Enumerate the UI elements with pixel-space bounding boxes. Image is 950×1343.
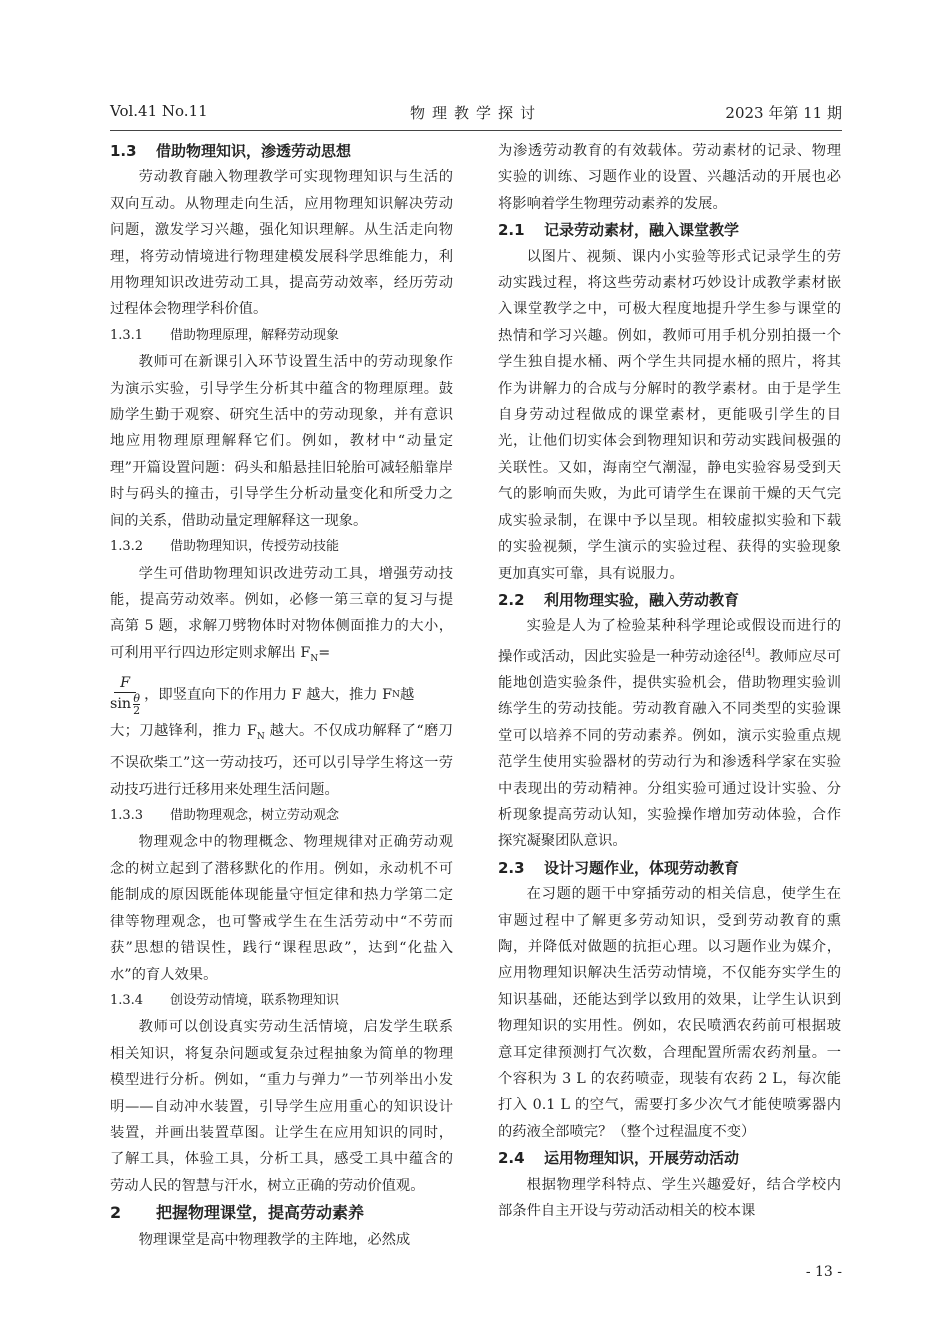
paragraph: 在习题的题干中穿插劳动的相关信息，使学生在审题过程中了解更多劳动知识，受到劳动教育的熏陶，并降低对做题的抗拒心理。以习题作业为媒介，应用物理知识解决生活劳动情境，不仅能夯实学生的知识基础，还能达到学以致用的效果，让学生认识到物理知识的实用性。例如，农民喷洒农药前可根据玻意耳定律预测打气次数，合理配置所需农药剂量。一个容积为 3 L 的农药喷壶，现装有农药 2 L，每次能打入 0.1 L 的空气，需要打多少次气才能使喷雾器内的药液全部喷完？（整个过程温度不变） [498,886,841,1140]
paragraph: 学生可借助物理知识改进劳动工具，增强劳动技能，提高劳动效率。例如，必修一第三章的复习与提高第 5 题，求解刀劈物体时对物体侧面推力的大小，可利用平行四边形定则求解出 $F_N=$ [110,565,453,664]
paragraph: 物理课堂是高中物理教学的主阵地，必然成 [138,1232,411,1249]
paragraph: 大；刀越锋利，推力 $F_N$ 越大。不仅成功解释了“磨刀不误砍柴工”这一劳动技巧，还可以引导学生将这一劳动技巧进行迁移用来处理生活问题。 [110,722,453,798]
section-heading-1-3: 1.3 借助物理知识，渗透劳动思想 [110,142,352,160]
volume-issue: Vol.41 No.11 [110,102,208,120]
paragraph: 实验是人为了检验某种科学理论或假设而进行的操作或活动，因此实验是一种劳动途径[4]。教师应尽可能地创造实验条件，提供实验机会，借助物理实验训练学生的劳动技能。劳动教育融入不同类型的实验课堂可以培养不同的劳动素养。例如，演示实验重点规范学生使用实验器材的劳动行为和渗透科学家在实验中表现出的劳动精神。分组实验可通过设计实验、分析现象提高劳动认知，实验操作增加劳动体验，合作探究凝聚团队意识。 [498,618,842,850]
section-heading-2-4: 2.4 运用物理知识，开展劳动活动 [498,1149,740,1168]
year-issue: 2023 年第 11 期 [725,104,842,122]
fraction: F sin θ 2 [110,674,141,717]
section-heading-2-1: 2.1 记录劳动素材，融入课堂教学 [498,221,740,240]
page-number: - 13 - [805,1264,842,1280]
subsection-heading-1-3-3: 1.3.3 借助物理观念，树立劳动观念 [110,808,340,824]
subsection-heading-1-3-1: 1.3.1 借助物理原理，解释劳动现象 [110,327,340,343]
formula-line: F sin θ 2 ，即竖直向下的作用力 F 越大，推力 F N 越 [110,674,415,717]
header-rule [110,130,842,131]
section-heading-2-2: 2.2 利用物理实验，融入劳动教育 [498,590,740,609]
journal-title: 物理教学探讨 [409,104,542,122]
paragraph: 以图片、视频、课内小实验等形式记录学生的劳动实践过程，将这些劳动素材巧妙设计成教学素材嵌入课堂教学之中，可极大程度地提升学生参与课堂的热情和学习兴趣。例如，教师可用手机分别拍摄一个学生独自提水桶、两个学生共同提水桶的照片，将其作为讲解力的合成与分解时的教学素材。由于是学生自身劳动过程做成的课堂素材，更能吸引学生的目光，让他们切实体会到物理知识和劳动实践间极强的关联性。又如，海南空气潮湿，静电实验容易受到天气的影响而失败，为此可请学生在课前干燥的天气完成实验录制，在课中予以呈现。相较虚拟实验和下载的实验视频，学生演示的实验过程、获得的实验现象更加真实可靠，具有说服力。 [498,248,841,582]
left-column [110,138,453,1254]
section-heading-2-3: 2.3 设计习题作业，体现劳动教育 [498,858,740,877]
right-column [498,138,841,1224]
citation: [4] [742,647,755,658]
paragraph: 为渗透劳动教育的有效载体。劳动素材的记录、物理实验的训练、习题作业的设置、兴趣活动的开展也必将影响着学生物理劳动素养的发展。 [498,143,841,212]
subsection-heading-1-3-2: 1.3.2 借助物理知识，传授劳动技能 [110,539,340,555]
paragraph: 根据物理学科特点、学生兴趣爱好，结合学校内部条件自主开设与劳动活动相关的校本课 [498,1176,841,1220]
paragraph: 教师可在新课引入环节设置生活中的劳动现象作为演示实验，引导学生分析其中蕴含的物理原理。鼓励学生勤于观察、研究生活中的劳动现象，并有意识地应用物理原理解释它们。例如，教材中“动量定理”开篇设置问题：码头和船悬挂旧轮胎可减轻船靠岸时与码头的撞击，引导学生分析动量变化和所受力之间的关系，借助动量定理解释这一现象。 [110,354,453,529]
subsection-heading-1-3-4: 1.3.4 创设劳动情境，联系物理知识 [110,992,340,1008]
paragraph: 劳动教育融入物理教学可实现物理知识与生活的双向互动。从物理走向生活，应用物理知识解决劳动问题，激发学习兴趣，强化知识理解。从生活走向物理，将劳动情境进行物理建模发展科学思维能力，利用物理知识改进劳动工具，提高劳动效率，经历劳动过程体会物理学科价值。 [110,169,453,318]
paragraph: 物理观念中的物理概念、物理规律对正确劳动观念的树立起到了潜移默化的作用。例如，永动机不可能制成的原因既能体现能量守恒定律和热力学第二定律等物理观念，也可警戒学生在生活劳动中“不劳而获”思想的错误性，践行“课程思政”，达到“化盐入水”的育人效果。 [110,834,453,983]
paragraph: 教师可以创设真实劳动生活情境，启发学生联系相关知识，将复杂问题或复杂过程抽象为简单的物理模型进行分析。例如，“重力与弹力”一节列举出小发明——自动冲水装置，引导学生应用重心的知识设计装置，并画出装置草图。让学生在应用知识的同时，了解工具，体验工具，分析工具，感受工具中蕴含的劳动人民的智慧与汗水，树立正确的劳动价值观。 [110,1019,453,1194]
section-heading-2: 2 把握物理课堂，提高劳动素养 [110,1203,365,1223]
running-header [110,102,842,124]
